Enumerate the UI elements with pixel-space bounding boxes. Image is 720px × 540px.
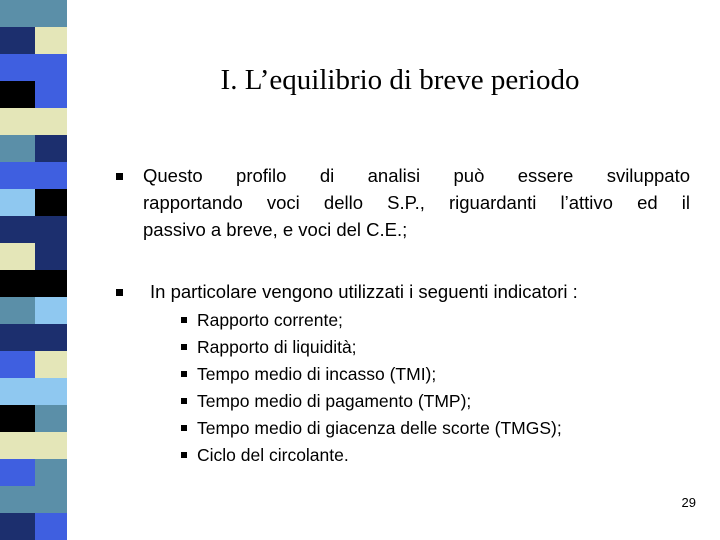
sidebar-stripe [0, 432, 67, 459]
bullet-paragraph-2 [150, 278, 578, 305]
sub-bullet-marker [181, 398, 187, 404]
bullet-1-line-3: passivo a breve, e voci del C.E.; [143, 219, 408, 240]
bullet-paragraph-1 [143, 162, 690, 243]
sidebar-square [35, 297, 67, 324]
indicator-item: Tempo medio di incasso (TMI); [197, 364, 437, 384]
sidebar-square [35, 513, 67, 540]
sidebar-square [35, 135, 67, 162]
indicator-item: Rapporto corrente; [197, 310, 343, 330]
bullet-1-line-2: rapportando voci dello S.P., riguardanti l’attivo ed il [143, 192, 690, 213]
sidebar-square [35, 27, 67, 54]
sidebar-square [35, 189, 67, 216]
sidebar-square [35, 459, 67, 486]
sub-bullet-marker [181, 371, 187, 377]
sidebar-stripe [0, 324, 67, 351]
sidebar-stripe [0, 378, 67, 405]
decorative-sidebar [0, 0, 67, 540]
sidebar-stripe [0, 0, 67, 27]
sub-bullet-marker [181, 344, 187, 350]
sub-bullet-marker [181, 425, 187, 431]
indicator-item: Ciclo del circolante. [197, 445, 349, 465]
sub-bullet-marker [181, 317, 187, 323]
page-number: 29 [681, 495, 696, 510]
sidebar-stripe [0, 216, 67, 243]
sidebar-square [35, 81, 67, 108]
bullet-1-line-1: Questo profilo di analisi può essere sviluppato [143, 165, 690, 186]
sidebar-stripe [0, 162, 67, 189]
indicator-item: Rapporto di liquidità; [197, 337, 357, 357]
bullet-2-line-1: In particolare vengono utilizzati i seguenti indicatori : [150, 281, 578, 302]
bullet-marker [116, 173, 123, 180]
sub-bullet-marker [181, 452, 187, 458]
sidebar-stripe [0, 270, 67, 297]
sidebar-square [35, 405, 67, 432]
sidebar-square [35, 243, 67, 270]
indicator-item: Tempo medio di pagamento (TMP); [197, 391, 472, 411]
sidebar-square [35, 351, 67, 378]
slide-title: I. L’equilibrio di breve periodo [220, 64, 580, 96]
bullet-marker [116, 289, 123, 296]
sidebar-stripe [0, 108, 67, 135]
sidebar-stripe [0, 54, 67, 81]
indicator-item: Tempo medio di giacenza delle scorte (TMGS); [197, 418, 562, 438]
sidebar-stripe [0, 486, 67, 513]
